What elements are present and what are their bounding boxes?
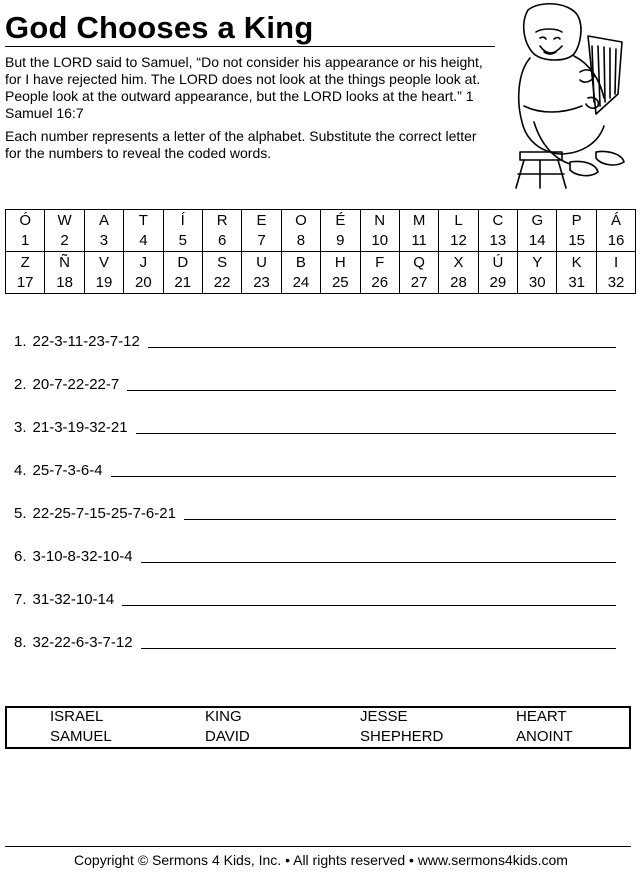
cipher-row-2 [6, 252, 636, 294]
cipher-cell: Y 30 [518, 252, 557, 294]
coded-word-item: 8. 32-22-6-3-7-12 [14, 634, 616, 651]
coded-word-item: 5. 22-25-7-15-25-7-6-21 [14, 505, 616, 522]
title-divider [5, 46, 495, 47]
cipher-cell: H 25 [321, 252, 360, 294]
cipher-row-1 [6, 210, 636, 252]
cipher-cell: Q 27 [399, 252, 438, 294]
cipher-cell: P 15 [557, 210, 596, 252]
cipher-cell: É 9 [321, 210, 360, 252]
coded-word: 22-25-7-15-25-7-6-21 [32, 505, 176, 522]
coded-word-item: 4. 25-7-3-6-4 [14, 462, 616, 479]
answer-line[interactable] [148, 347, 616, 348]
cipher-cell: Í 5 [163, 210, 202, 252]
cipher-cell: A 3 [84, 210, 123, 252]
word-bank-item: ISRAEL [50, 708, 104, 725]
cipher-cell: Ú 29 [478, 252, 517, 294]
word-bank-item: SHEPHERD [360, 728, 444, 745]
answer-line[interactable] [127, 390, 616, 391]
coded-word-item: 3. 21-3-19-32-21 [14, 419, 616, 436]
word-bank [5, 706, 631, 749]
answer-line[interactable] [141, 648, 616, 649]
coded-word: 32-22-6-3-7-12 [32, 634, 133, 651]
page-title: God Chooses a King [5, 10, 314, 45]
word-bank-item: DAVID [205, 728, 250, 745]
word-bank-item: KING [205, 708, 242, 725]
cipher-cell: S 22 [202, 252, 241, 294]
cipher-cell: I 32 [596, 252, 635, 294]
cipher-cell: X 28 [439, 252, 478, 294]
david-harp-illustration [500, 2, 632, 190]
word-bank-item: ANOINT [516, 728, 573, 745]
cipher-cell: K 31 [557, 252, 596, 294]
answer-line[interactable] [122, 605, 616, 606]
cipher-cell: N 10 [360, 210, 399, 252]
cipher-cell: R 6 [202, 210, 241, 252]
cipher-key-table [5, 209, 636, 294]
answer-line[interactable] [111, 476, 616, 477]
scripture-verse: But the LORD said to Samuel, “Do not consider his appearance or his height, for I have rejected him. The LORD does not look at the things people look at. People look at the outward appearance, but the LORD looks at the heart.” 1 Samuel 16:7 [5, 54, 483, 121]
coded-word: 22-3-11-23-7-12 [32, 333, 140, 350]
cipher-cell: Z 17 [6, 252, 45, 294]
cipher-cell: J 20 [124, 252, 163, 294]
cipher-cell: L 12 [439, 210, 478, 252]
instructions: Each number represents a letter of the alphabet. Substitute the correct letter for the numbers to reveal the coded words. [5, 128, 477, 161]
answer-line[interactable] [141, 562, 616, 563]
cipher-cell: Ó 1 [6, 210, 45, 252]
coded-word: 20-7-22-22-7 [32, 376, 120, 393]
cipher-cell: W 2 [45, 210, 84, 252]
coded-word-item: 7. 31-32-10-14 [14, 591, 616, 608]
word-bank-item: HEART [516, 708, 567, 725]
coded-word: 21-3-19-32-21 [32, 419, 128, 436]
cipher-cell: G 14 [518, 210, 557, 252]
cipher-cell: T 4 [124, 210, 163, 252]
cipher-cell: M 11 [399, 210, 438, 252]
cipher-cell: V 19 [84, 252, 123, 294]
coded-word: 3-10-8-32-10-4 [32, 548, 133, 565]
answer-line[interactable] [184, 519, 616, 520]
coded-word-item: 2. 20-7-22-22-7 [14, 376, 616, 393]
answer-line[interactable] [136, 433, 616, 434]
word-bank-item: JESSE [360, 708, 408, 725]
cipher-cell: E 7 [242, 210, 281, 252]
coded-word-item: 6. 3-10-8-32-10-4 [14, 548, 616, 565]
coded-word: 25-7-3-6-4 [32, 462, 103, 479]
copyright-footer: Copyright © Sermons 4 Kids, Inc. • All rights reserved • www.sermons4kids.com [74, 852, 568, 868]
cipher-cell: F 26 [360, 252, 399, 294]
cipher-cell: C 13 [478, 210, 517, 252]
cipher-cell: Á 16 [596, 210, 635, 252]
cipher-cell: U 23 [242, 252, 281, 294]
coded-word: 31-32-10-14 [32, 591, 115, 608]
word-bank-item: SAMUEL [50, 728, 112, 745]
coded-word-item: 1. 22-3-11-23-7-12 [14, 333, 616, 350]
footer-divider [5, 846, 631, 847]
cipher-cell: B 24 [281, 252, 320, 294]
cipher-cell: O 8 [281, 210, 320, 252]
cipher-cell: D 21 [163, 252, 202, 294]
cipher-cell: Ñ 18 [45, 252, 84, 294]
